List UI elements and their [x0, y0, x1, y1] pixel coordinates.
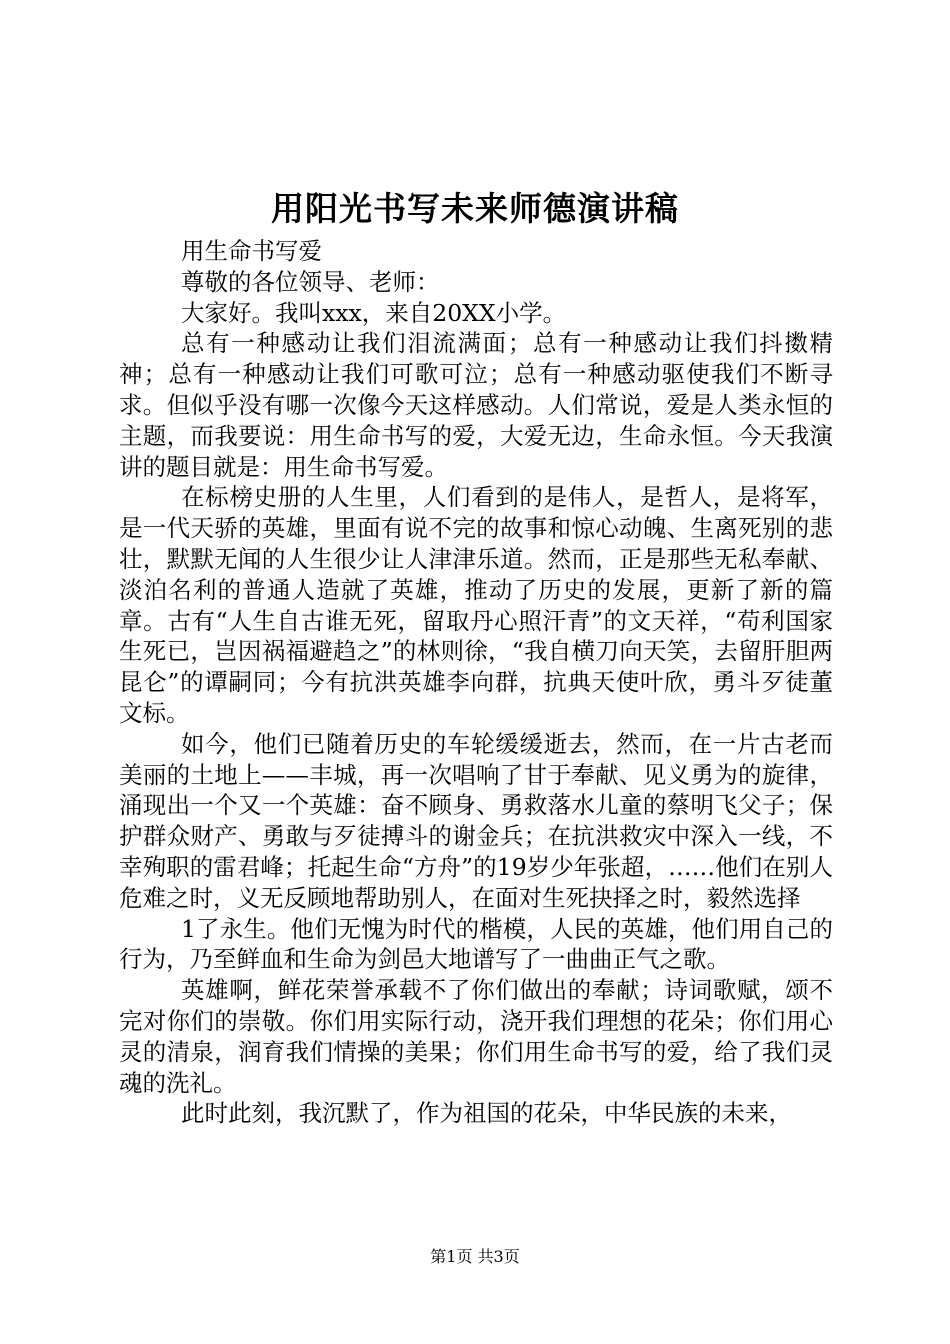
document-body: [119, 236, 833, 1129]
document-title: 用阳光书写未来师德演讲稿: [271, 189, 679, 228]
paragraph: 总有一种感动让我们泪流满面；总有一种感动让我们抖擞精神；总有一种感动让我们可歌可泣；总有一种感动驱使我们不断寻求。但似乎没有哪一次像今天这样感动。人们常说，爱是人类永恒的主题，而我要说：用生命书写的爱，大爱无边，生命永恒。今天我演讲的题目就是：用生命书写爱。: [119, 329, 833, 481]
paragraph: 大家好。我叫xxx，来自20XX小学。: [181, 298, 567, 327]
paragraph: 此时此刻，我沉默了，作为祖国的花朵，中华民族的未来，: [181, 1099, 792, 1128]
paragraph: 1了永生。他们无愧为时代的楷模，人民的英雄，他们用自己的行为，乃至鲜血和生命为剑邑大地谱写了一曲曲正气之歌。: [119, 914, 833, 974]
paragraph: 用生命书写爱: [181, 237, 322, 265]
page-footer: 第1页 共3页: [430, 1247, 520, 1266]
paragraph: 如今，他们已随着历史的车轮缓缓逝去，然而，在一片古老而美丽的土地上——丰城，再一次唱响了甘于奉献、见义勇为的旋律，涌现出一个又一个英雄：奋不顾身、勇救落水儿童的蔡明飞父子；保护群众财产、勇敢与歹徒搏斗的谢金兵；在抗洪救灾中深入一线，不幸殉职的雷君峰；托起生命“方舟”的19岁少年张超，……他们在别人危难之时，义无反顾地帮助别人，在面对生死抉择之时，毅然选择: [119, 729, 833, 912]
paragraph: 在标榜史册的人生里，人们看到的是伟人，是哲人，是将军，是一代天骄的英雄，里面有说不完的故事和惊心动魄、生离死别的悲壮，默默无闻的人生很少让人津津乐道。然而，正是那些无私奉献、淡泊名利的普通人造就了英雄，推动了历史的发展，更新了新的篇章。古有“人生自古谁无死，留取丹心照汗青”的文天祥，“苟利国家生死已，岂因祸福避趋之”的林则徐，“我自横刀向天笑，去留肝胆两昆仑”的谭嗣同；今有抗洪英雄李向群，抗典天使叶欣，勇斗歹徒董文标。: [119, 483, 833, 727]
paragraph: 尊敬的各位领导、老师：: [181, 267, 440, 296]
paragraph: 英雄啊，鲜花荣誉承载不了你们做出的奉献；诗词歌赋，颂不完对你们的崇敬。你们用实际行动，浇开我们理想的花朵；你们用心灵的清泉，润育我们情操的美果；你们用生命书写的爱，给了我们灵魂的洗礼。: [119, 976, 833, 1097]
